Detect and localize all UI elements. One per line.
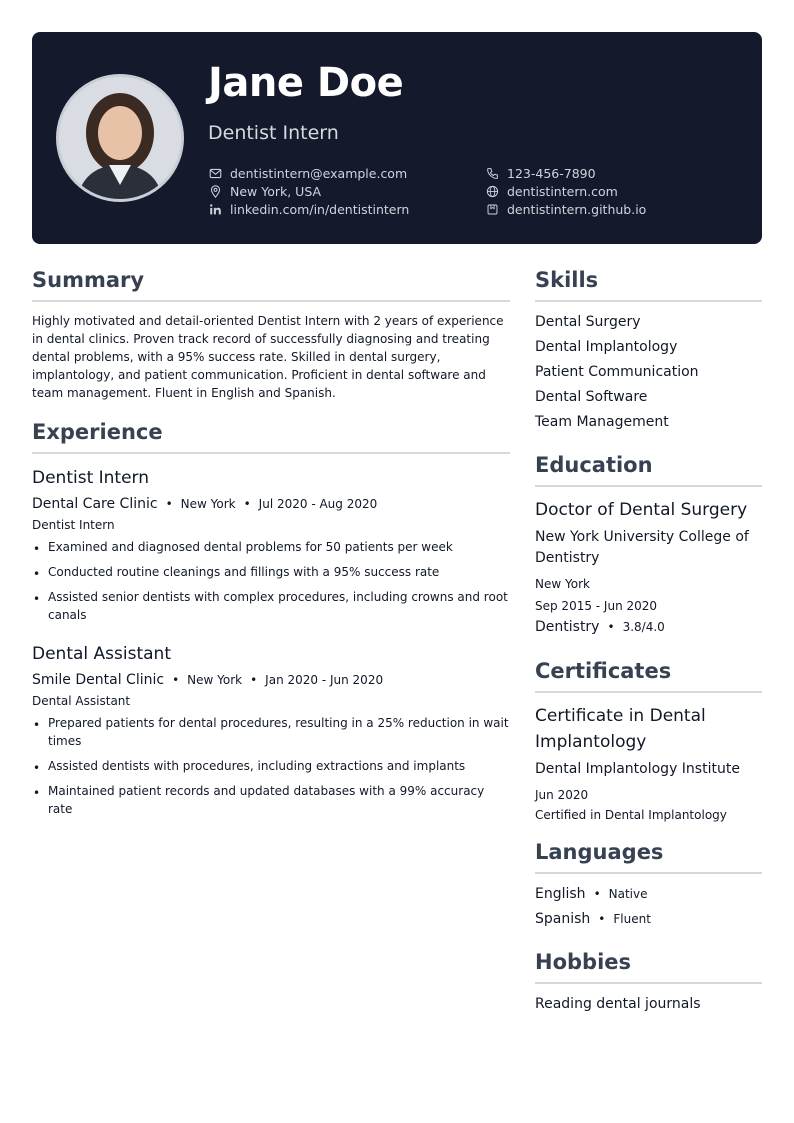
contact-phone[interactable]: 123-456-7890 (485, 166, 596, 181)
separator-dot: • (598, 912, 606, 926)
education-gpa: 3.8/4.0 (622, 620, 665, 634)
job-dates: Jul 2020 - Aug 2020 (258, 497, 378, 511)
education-field-row (535, 619, 762, 635)
separator-dot: • (165, 497, 173, 511)
separator-dot: • (607, 620, 615, 634)
hobby-item: Reading dental journals (535, 996, 701, 1012)
side-column (535, 268, 762, 1017)
envelope-icon (208, 167, 222, 181)
skill-item: Dental Software (535, 389, 648, 405)
summary-text: Highly motivated and detail-oriented Dentist Intern with 2 years of experience in dental clinics. Proven track record of successfully diagnosing and treating dental problems, with a 95% success rate. Skilled in dental surgery, implantology, and patient communication. Proficient in dental software and team management. Fluent in English and Spanish. (32, 314, 504, 400)
education-location: New York (535, 577, 590, 591)
separator-dot: • (250, 673, 258, 687)
language-item (535, 882, 762, 907)
linkedin-icon (208, 203, 222, 217)
hobbies-heading: Hobbies (535, 950, 762, 984)
job-company: Dental Care Clinic (32, 496, 158, 512)
summary-heading: Summary (32, 268, 510, 302)
job-location: New York (180, 497, 236, 511)
language-name: English (535, 886, 586, 902)
certificate-name: Certificate in Dental Implantology (535, 706, 706, 752)
contact-website[interactable]: dentistintern.com (485, 184, 618, 199)
main-column (32, 268, 510, 825)
job-company: Smile Dental Clinic (32, 672, 165, 688)
languages-list (535, 882, 762, 932)
certificate-issuer: Dental Implantology Institute (535, 761, 740, 777)
resume-header (32, 32, 762, 244)
skills-heading: Skills (535, 268, 762, 302)
language-level: Native (608, 887, 648, 901)
experience-heading: Experience (32, 420, 510, 454)
skills-list (535, 310, 762, 435)
education-field: Dentistry (535, 619, 600, 635)
hobbies-list (535, 992, 762, 1017)
education-dates: Sep 2015 - Jun 2020 (535, 599, 658, 613)
bullet-item: • Prepared patients for dental procedures, resulting in a 25% reduction in wait times (32, 714, 510, 750)
job-title: Dentist Intern (32, 468, 150, 488)
contact-github[interactable]: dentistintern.github.io (485, 202, 646, 217)
education-entry (535, 497, 762, 635)
separator-dot: • (243, 497, 251, 511)
certificates-heading: Certificates (535, 659, 762, 693)
job-entry (32, 644, 510, 818)
certificate-date: Jun 2020 (535, 788, 589, 802)
separator-dot: • (593, 887, 601, 901)
job-meta (32, 496, 510, 512)
skill-item: Team Management (535, 414, 669, 430)
education-heading: Education (535, 453, 762, 487)
education-institution: New York University College of Dentistry (535, 529, 749, 566)
bullet-item: • Maintained patient records and updated databases with a 99% accuracy rate (32, 782, 510, 818)
contact-location: New York, USA (208, 184, 321, 199)
candidate-name: Jane Doe (208, 60, 404, 106)
job-position: Dental Assistant (32, 694, 131, 708)
contact-linkedin[interactable]: linkedin.com/in/dentistintern (208, 202, 409, 217)
candidate-title: Dentist Intern (208, 122, 339, 144)
skill-item: Patient Communication (535, 364, 699, 380)
job-title: Dental Assistant (32, 644, 171, 664)
skill-item: Dental Surgery (535, 314, 641, 330)
job-meta (32, 672, 510, 688)
phone-icon (485, 167, 499, 181)
languages-heading: Languages (535, 840, 762, 874)
job-bullets (32, 538, 510, 624)
bullet-item: • Assisted dentists with procedures, including extractions and implants (32, 757, 510, 775)
skill-item: Dental Implantology (535, 339, 678, 355)
job-position: Dentist Intern (32, 518, 115, 532)
language-level: Fluent (613, 912, 651, 926)
location-pin-icon (208, 185, 222, 199)
job-entry (32, 468, 510, 624)
globe-icon (485, 185, 499, 199)
job-dates: Jan 2020 - Jun 2020 (265, 673, 384, 687)
language-item (535, 907, 762, 932)
separator-dot: • (172, 673, 180, 687)
bullet-item: • Assisted senior dentists with complex procedures, including crowns and root canals (32, 588, 510, 624)
bullet-item: • Examined and diagnosed dental problems for 50 patients per week (32, 538, 510, 556)
job-location: New York (187, 673, 243, 687)
github-icon (485, 203, 499, 217)
bullet-item: • Conducted routine cleanings and fillings with a 95% success rate (32, 563, 510, 581)
certificate-entry (535, 703, 762, 822)
job-bullets (32, 714, 510, 818)
language-name: Spanish (535, 911, 591, 927)
certificate-description: Certified in Dental Implantology (535, 808, 727, 822)
education-degree: Doctor of Dental Surgery (535, 500, 748, 520)
contact-email[interactable]: dentistintern@example.com (208, 166, 407, 181)
profile-photo (56, 74, 184, 202)
